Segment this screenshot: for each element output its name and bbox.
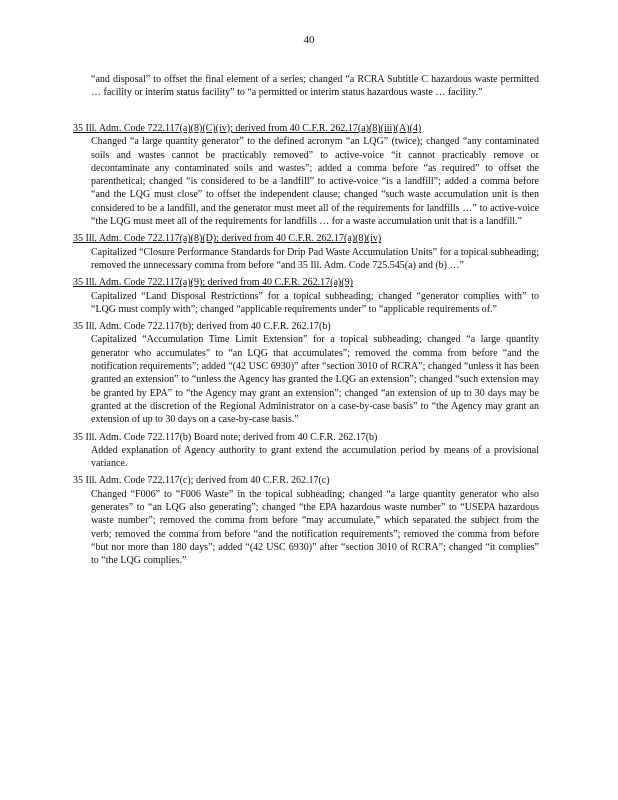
entries-list <box>73 122 539 572</box>
entry-heading: 35 Ill. Adm. Code 722.117(b) Board note; derived from 40 C.F.R. 262.17(b) <box>73 431 378 443</box>
entry-722-117-b-board-note <box>73 431 539 471</box>
entry-heading: 35 Ill. Adm. Code 722.117(a)(8)(C)(iv); derived from 40 C.F.R. 262.17(a)(8)(iii)(A)(4) <box>73 123 422 134</box>
entry-heading: 35 Ill. Adm. Code 722.117(c); derived from 40 C.F.R. 262.17(c) <box>73 475 330 487</box>
intro-paragraph: “and disposal” to offset the final element of a series; changed “a RCRA Subtitle C hazardous waste permitted … facility or interim status facility” to “a permitted or interim status hazardous waste … facility.” <box>91 74 539 99</box>
entry-body: Capitalized “Closure Performance Standards for Drip Pad Waste Accumulation Units” for a topical subheading; removed the unnecessary comma from before “and 35 Ill. Adm. Code 725.545(a) and (b) …” <box>91 246 539 271</box>
entry-heading: 35 Ill. Adm. Code 722.117(a)(9); derived from 40 C.F.R. 262.17(a)(9) <box>73 277 353 289</box>
entry-heading: 35 Ill. Adm. Code 722.117(a)(8)(D); derived from 40 C.F.R. 262.17(a)(8)(iv) <box>73 233 382 245</box>
entry-body: Changed “F006” to “F006 Waste” in the topical subheading; changed “a large quantity generator who also generates” to “an LQG also generating”; changed “the EPA hazardous waste number” to “USEPA hazardous waste number”; removed the comma from before “may accumulate,” which separated the subject from the verb; removed the comma from before “and the notification requirements”; removed the comma from before “but nor more than 180 days”; added “(42 USC 6930)” after “section 3010 of RCRA”; changed “it complies” to “the LQG complies.” <box>91 488 539 567</box>
entry-722-117-a-9 <box>73 276 539 316</box>
entry-722-117-a-8-D <box>73 232 539 272</box>
entry-body: Changed “a large quantity generator” to the defined acronym “an LQG” (twice); changed “any contaminated soils and wastes cannot be practicably removed” to active-voice “it cannot practicably remove or decontaminate any contaminated soils and wastes”; added a comma before “as required” to offset the parenthetical; changed “is considered to be a landfill” to active-voice “is a landfill”; added a comma before “and the LQG must close” to offset the independent clause; changed “such waste accumulation unit is then considered to be a landfill, and the generator must meet all of the requirements for landfills …” to active-voice “the LQG must meet all of the requirements for landfills … for a waste accumulation unit that is a landfill.” <box>91 136 539 228</box>
entry-body: Added explanation of Agency authority to grant extend the accumulation period by means of a provisional variance. <box>91 444 539 470</box>
entry-722-117-a-8-C-iv <box>73 122 539 228</box>
entry-body: Capitalized “Land Disposal Restrictions” for a topical subheading; changed “generator complies with” to “LQG must comply with”; changed “applicable requirements under” to “applicable requirements of.” <box>91 290 539 315</box>
entry-heading: 35 Ill. Adm. Code 722.117(b); derived from 40 C.F.R. 262.17(b) <box>73 321 331 333</box>
entry-body: Capitalized “Accumulation Time Limit Extension” for a topical subheading; changed “a large quantity generator who accumulates” to “an LQG that accumulates”; removed the comma from before “and the notification requirements”; added “(42 USC 6930)” after “section 3010 of RCRA”; changed “unless it has been granted an extension” to “unless the Agency has granted the LQG an extension”; changed “such extension may be granted by EPA” to “the Agency may grant an extension”; changed “an extension of up to 30 days may be granted at the discretion of the Regional Administrator on a case-by-case basis” to “the Agency may grant an extension of up to 30 days on a case-by-case basis.” <box>91 334 539 426</box>
entry-722-117-b <box>73 320 539 426</box>
page-number: 40 <box>303 34 315 46</box>
entry-722-117-c <box>73 474 539 567</box>
